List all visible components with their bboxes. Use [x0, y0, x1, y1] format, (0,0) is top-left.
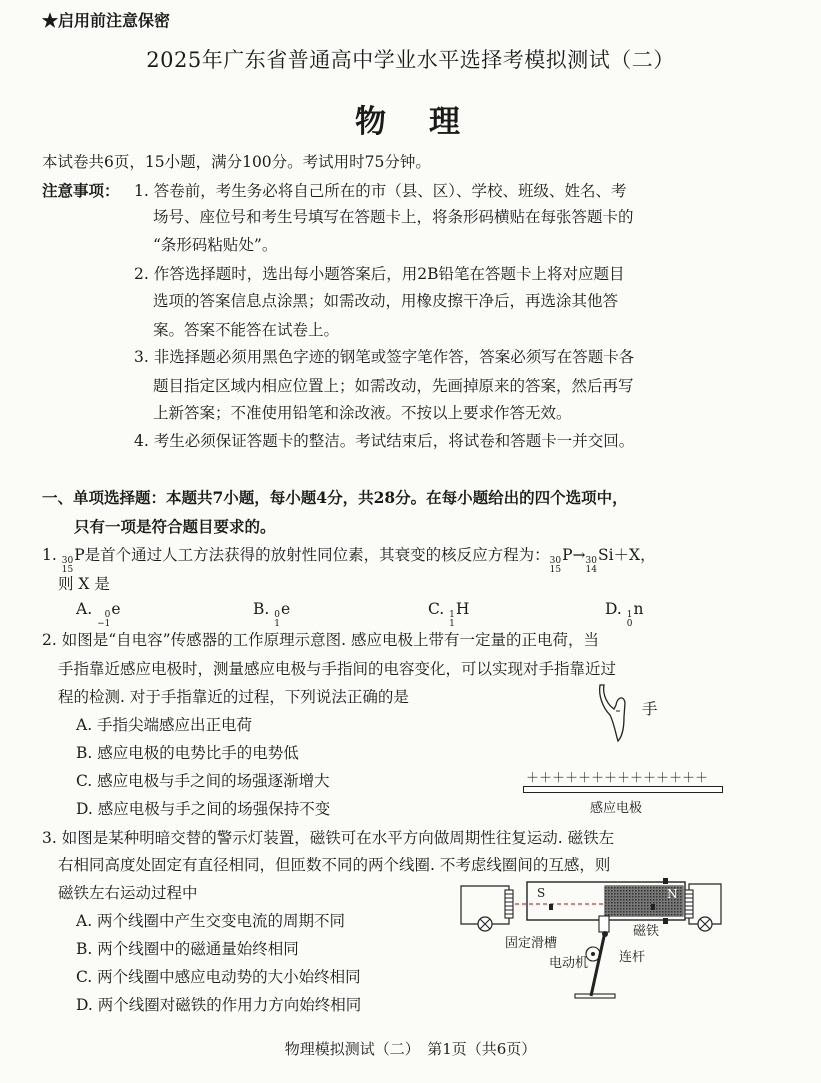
- magnet-label: 磁铁: [633, 924, 660, 939]
- note-line: 2. 作答选择题时，选出每小题答案后，用2B铅笔在答题卡上将对应题目: [134, 265, 625, 283]
- q3-option-b: B. 两个线圈中的磁通量始终相同: [76, 940, 299, 958]
- question-1: 1. 30 15 P是首个通过人工方法获得的放射性同位素，其衰变的核反应方程为： 30 15 P→ 30 14 Si＋X，: [42, 546, 656, 575]
- question-2-cont: 手指靠近感应电极时，测量感应电极与手指间的电容变化，可以实现对手指靠近过: [58, 660, 617, 678]
- page-footer: 物理模拟测试（二） 第1页（共6页）: [284, 1040, 537, 1058]
- note-line: 选项的答案信息点涂黑；如需改动，用橡皮擦干净后，再选涂其他答: [153, 292, 619, 310]
- q1-option-d: D. 1 0 n: [605, 600, 644, 629]
- q2-option-a: A. 手指尖端感应出正电荷: [76, 716, 253, 734]
- note-line: 4. 考生必须保证答题卡的整洁。考试结束后，将试卷和答题卡一并交回。: [134, 432, 635, 450]
- right-lamp-icon: [698, 917, 712, 931]
- question-2: 2. 如图是“自电容”传感器的工作原理示意图. 感应电极上带有一定量的正电荷，当: [42, 631, 599, 649]
- q2-option-b: B. 感应电极的电势比手的电势低: [76, 744, 299, 762]
- question-2-cont: 程的检测. 对于手指靠近的过程，下列说法正确的是: [58, 688, 409, 706]
- q2-option-d: D. 感应电极与手之间的场强保持不变: [76, 800, 331, 818]
- hand-label: 手: [642, 700, 658, 718]
- sensing-electrode: [523, 786, 723, 793]
- exam-title: 2025年广东省普通高中学业水平选择考模拟测试（二）: [146, 48, 675, 72]
- south-pole-label: S: [537, 886, 546, 900]
- slot-label: 固定滑槽: [505, 936, 558, 951]
- note-line: 题目指定区域内相应位置上；如需改动，先画掉原来的答案，然后再写: [153, 377, 634, 395]
- q1-option-b: B. 0 1 e: [253, 600, 291, 629]
- q2-option-c: C. 感应电极与手之间的场强逐渐增大: [76, 772, 330, 790]
- q1-option-c: C. 1 1 H: [428, 600, 470, 629]
- exam-intro: 本试卷共6页，15小题，满分100分。考试用时75分钟。: [42, 153, 431, 171]
- rod-label: 连杆: [619, 950, 646, 965]
- confidential-notice: ★启用前注意保密: [42, 11, 171, 30]
- question-3-cont: 磁铁左右运动过程中: [58, 884, 198, 902]
- motor-label: 电动机: [549, 956, 589, 971]
- notes-label: 注意事项：: [42, 181, 120, 200]
- q3-option-a: A. 两个线圈中产生交变电流的周期不同: [76, 912, 346, 930]
- right-coil: [685, 890, 693, 918]
- left-lamp-icon: [478, 917, 492, 931]
- q1-option-a: A. 0 −1 e: [76, 600, 121, 629]
- note-line: 上新答案；不准使用铅笔和涂改液。不按以上要求作答无效。: [153, 404, 572, 422]
- q3-option-c: C. 两个线圈中感应电动势的大小始终相同: [76, 968, 361, 986]
- left-coil: [505, 890, 513, 918]
- north-pole-label: N: [667, 887, 678, 901]
- note-line: 1. 答卷前，考生务必将自己所在的市（县、区）、学校、班级、姓名、考: [134, 182, 627, 200]
- question-3-cont: 右相同高度处固定有直径相同，但匝数不同的两个线圈. 不考虑线圈间的互感，则: [58, 856, 611, 874]
- q3-figure: [455, 872, 725, 1012]
- note-line: “条形码粘贴处”。: [153, 236, 278, 254]
- motor-icon: [586, 947, 600, 961]
- note-line: 3. 非选择题必须用黑色字迹的钢笔或签字笔作答，答案必须写在答题卡各: [134, 348, 635, 366]
- q3-option-d: D. 两个线圈对磁铁的作用力方向始终相同: [76, 996, 362, 1014]
- section-heading: 一、单项选择题：本题共7小题，每小题4分，共28分。在每小题给出的四个选项中，: [42, 488, 628, 507]
- electrode-label: 感应电极: [590, 801, 643, 816]
- subject-title: 物 理: [355, 104, 466, 140]
- question-1-cont: 则 X 是: [58, 575, 110, 593]
- positive-charges: ＋＋＋＋＋＋＋＋＋＋＋＋＋＋: [526, 771, 709, 786]
- q2-figure: [520, 675, 730, 815]
- note-line: 场号、座位号和考生号填写在答题卡上，将条形码横贴在每张答题卡的: [153, 208, 634, 226]
- question-3: 3. 如图是某种明暗交替的警示灯装置，磁铁可在水平方向做周期性往复运动. 磁铁左: [42, 829, 615, 847]
- note-line: 案。答案不能答在试卷上。: [153, 321, 340, 339]
- section-heading-cont: 只有一项是符合题目要求的。: [74, 517, 276, 536]
